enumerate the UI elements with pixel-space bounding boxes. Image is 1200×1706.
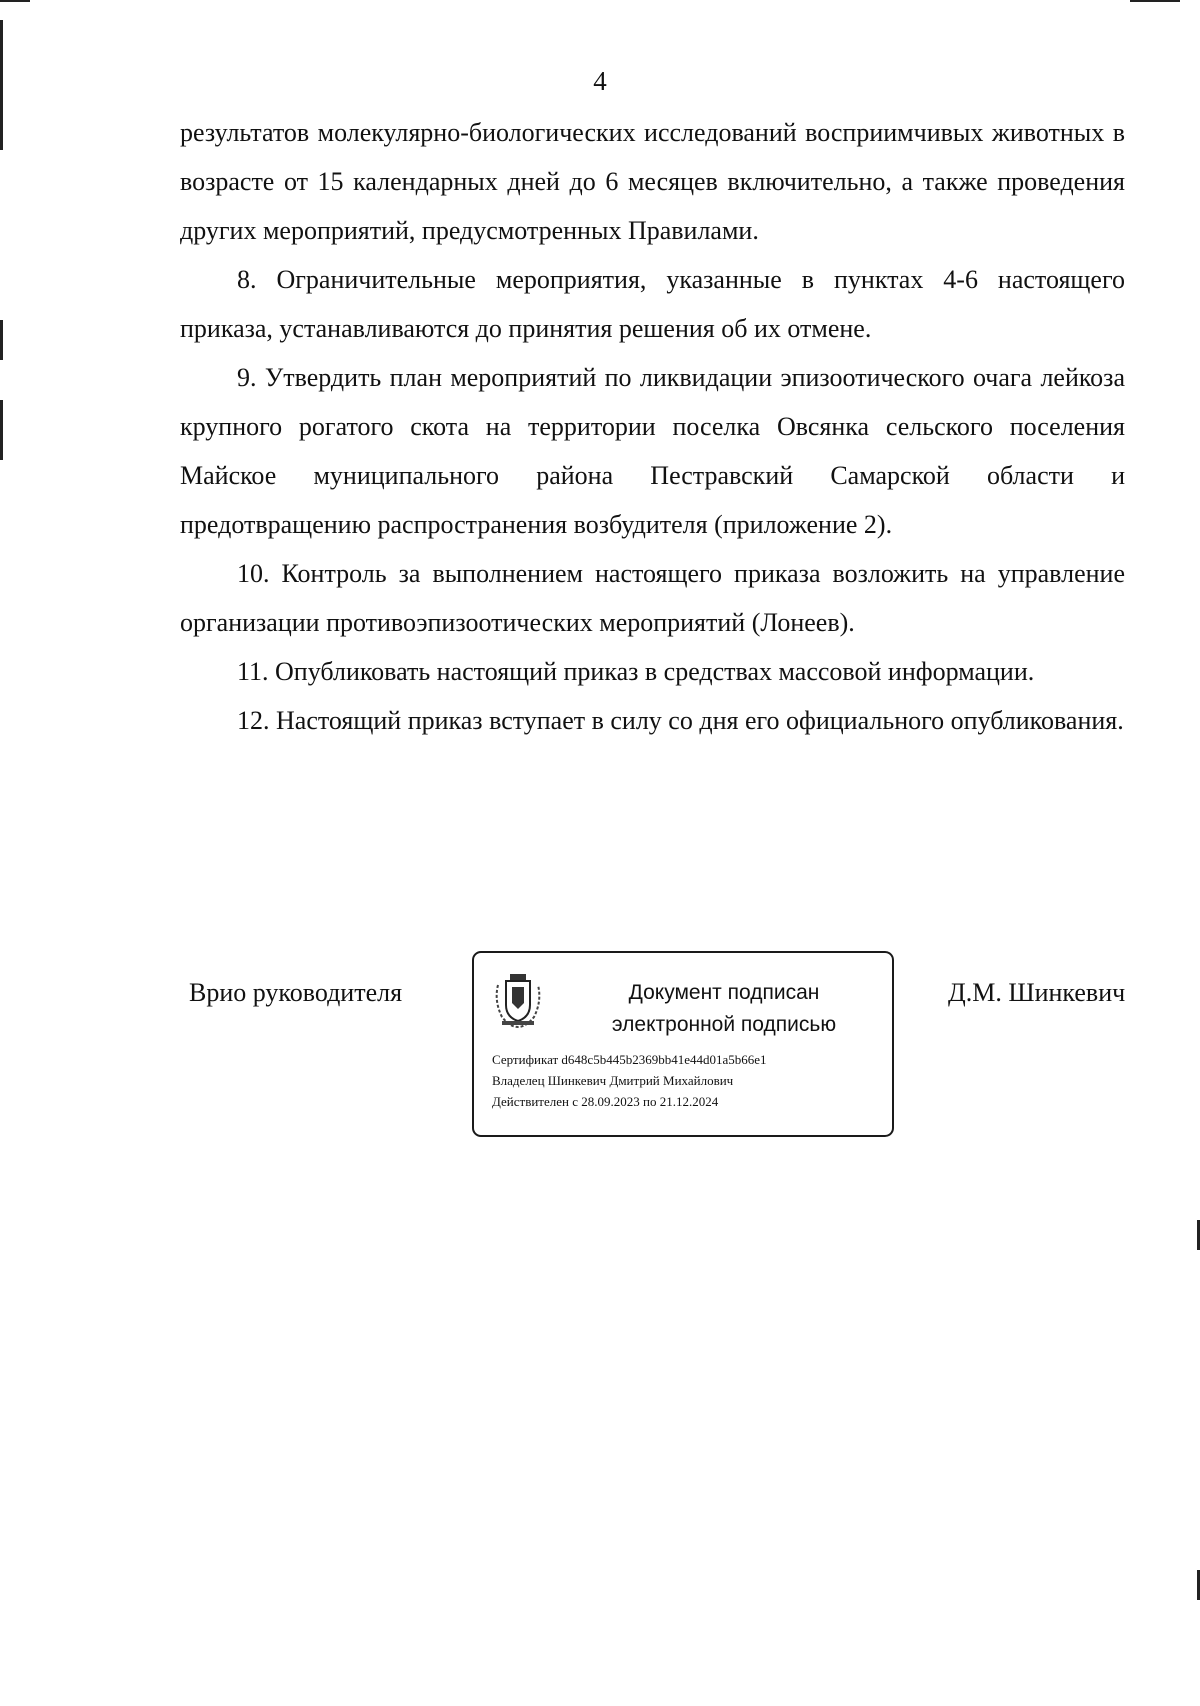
stamp-certificate: Сертификат d648c5b445b2369bb41e44d01a5b66e1 <box>492 1052 767 1067</box>
scan-edge-mark <box>0 400 3 460</box>
stamp-title-line2: электронной подписью <box>611 1013 837 1036</box>
document-body <box>180 108 1125 745</box>
paragraph-item-10: 10. Контроль за выполнением настоящего приказа возложить на управление организации противоэпизоотических мероприятий (Лонеев). <box>180 559 1125 637</box>
signatory-position: Врио руководителя <box>189 978 403 1007</box>
paragraph-item-8: 8. Ограничительные мероприятия, указанные в пунктах 4-6 настоящего приказа, устанавливаются до принятия решения об их отмене. <box>180 265 1125 343</box>
paragraph-continuation: результатов молекулярно-биологических исследований восприимчивых животных в возрасте от 15 календарных дней до 6 месяцев включительно, а также проведения других мероприятий, предусмотренных Правилами. <box>180 118 1125 245</box>
scan-edge-mark <box>0 320 3 360</box>
stamp-title-line1: Документ подписан <box>628 981 820 1004</box>
coat-of-arms-icon <box>492 971 544 1031</box>
paragraph-item-12: 12. Настоящий приказ вступает в силу со дня его официального опубликования. <box>237 706 1124 735</box>
scan-edge-mark <box>0 0 30 2</box>
paragraph-item-11: 11. Опубликовать настоящий приказ в средствах массовой информации. <box>237 657 1035 686</box>
scan-edge-mark <box>1130 0 1180 2</box>
signatory-name: Д.М. Шинкевич <box>948 978 1126 1007</box>
stamp-details <box>492 1049 767 1112</box>
stamp-validity: Действителен с 28.09.2023 по 21.12.2024 <box>492 1094 719 1109</box>
page-number: 4 <box>593 66 607 96</box>
stamp-owner: Владелец Шинкевич Дмитрий Михайлович <box>492 1073 734 1088</box>
paragraph-item-9: 9. Утвердить план мероприятий по ликвидации эпизоотического очага лейкоза крупного рогатого скота на территории поселка Овсянка сельского поселения Майское муниципального района Пестравский Самарской области и предотвращению распространения возбудителя (приложение 2). <box>180 363 1125 539</box>
electronic-signature-stamp <box>472 951 894 1137</box>
stamp-title <box>574 977 874 1041</box>
